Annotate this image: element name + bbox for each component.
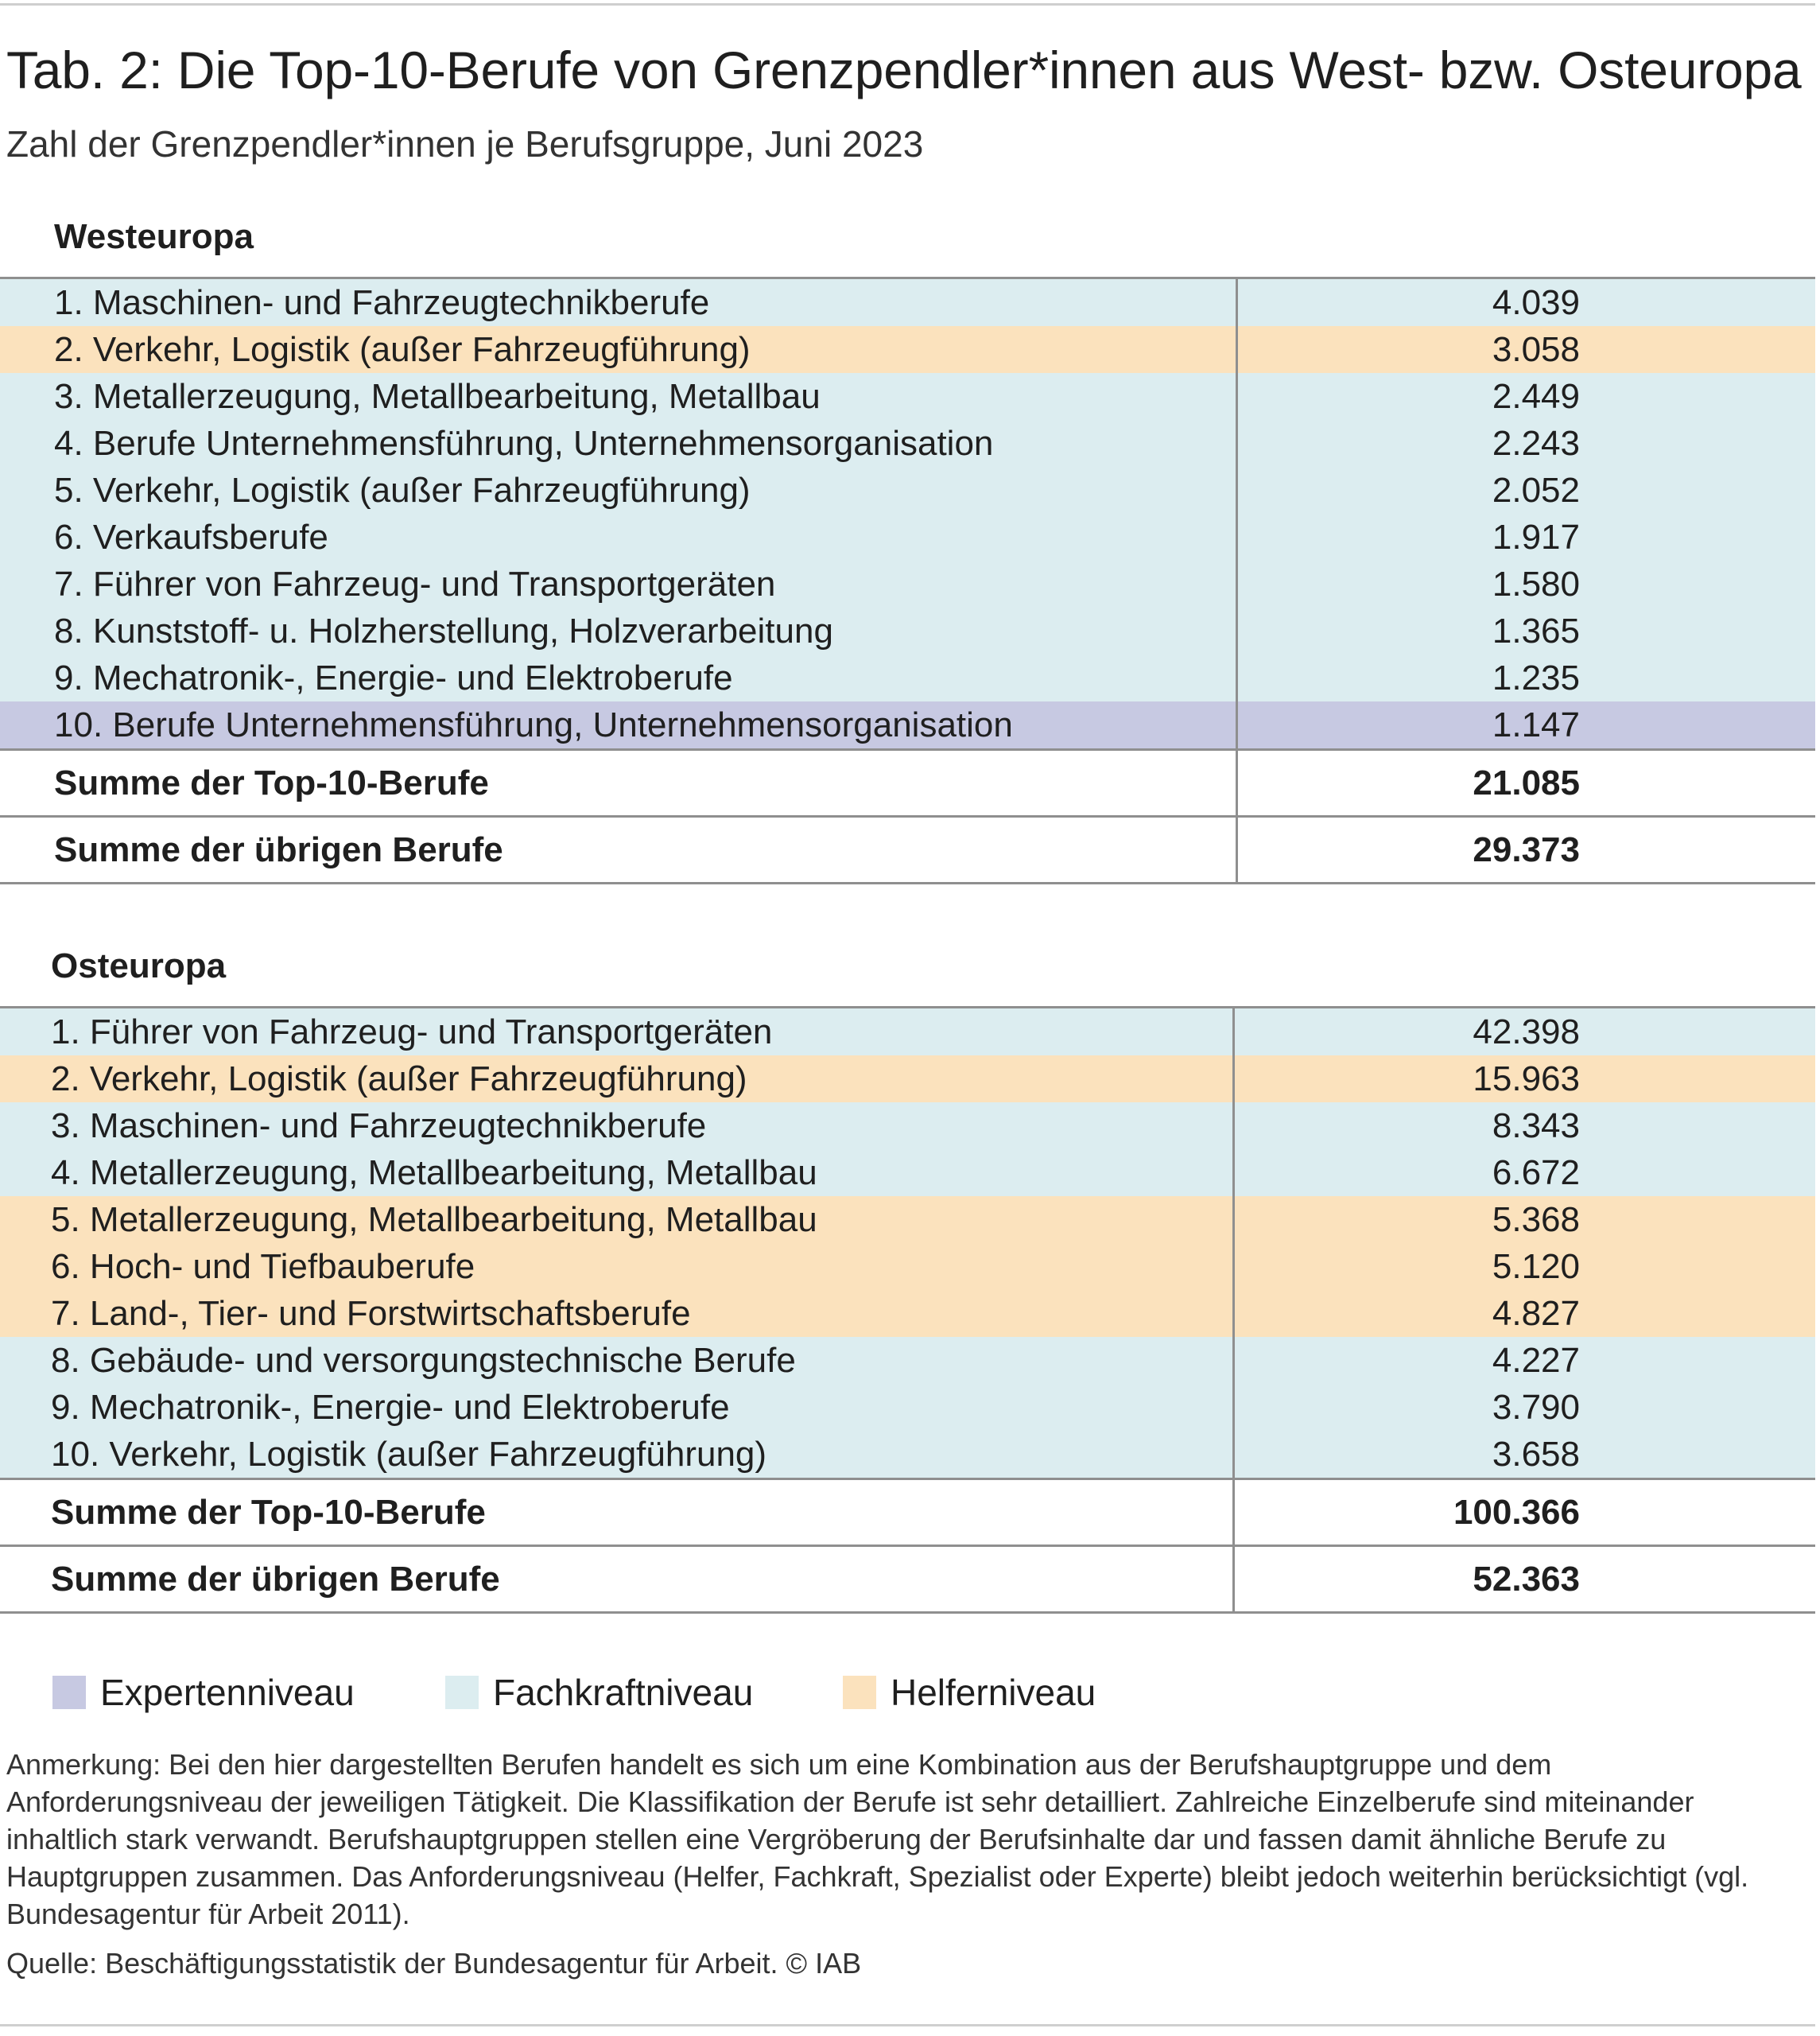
sum-value: 21.085 xyxy=(1237,750,1816,817)
page-subtitle: Zahl der Grenzpendler*innen je Berufsgruppe, Juni 2023 xyxy=(6,123,924,165)
sum-value: 52.363 xyxy=(1234,1546,1816,1613)
legend-swatch-experte xyxy=(52,1676,86,1709)
table-row xyxy=(0,701,1815,750)
table-row xyxy=(0,1337,1815,1384)
legend-label: Fachkraftniveau xyxy=(493,1672,754,1713)
legend-item-fachkraft xyxy=(445,1666,843,1719)
section-heading-osteuropa: Osteuropa xyxy=(51,946,227,985)
occupation-label: 7. Land-, Tier- und Forstwirtschaftsberufe xyxy=(0,1290,1234,1337)
occupation-label: 3. Metallerzeugung, Metallbearbeitung, Metallbau xyxy=(0,373,1237,420)
count-value: 2.052 xyxy=(1492,471,1580,510)
legend-label: Expertenniveau xyxy=(100,1672,355,1713)
occupation-label: 5. Verkehr, Logistik (außer Fahrzeugführung) xyxy=(0,467,1237,514)
legend-swatch-helfer xyxy=(843,1676,876,1709)
occupation-label: 6. Hoch- und Tiefbauberufe xyxy=(0,1243,1234,1290)
sum-row-rest xyxy=(0,1546,1815,1613)
sum-label: Summe der übrigen Berufe xyxy=(0,817,1237,884)
table-row xyxy=(0,1384,1815,1431)
occupation-label: 10. Verkehr, Logistik (außer Fahrzeugführung) xyxy=(0,1431,1234,1479)
bottom-rule xyxy=(0,2024,1815,2026)
table-row xyxy=(0,608,1815,655)
sum-label: Summe der Top-10-Berufe xyxy=(0,750,1237,817)
table-row xyxy=(0,655,1815,701)
table-row xyxy=(0,467,1815,514)
sum-value: 29.373 xyxy=(1237,817,1816,884)
occupation-label: 6. Verkaufsberufe xyxy=(0,514,1237,561)
count-value: 3.058 xyxy=(1492,330,1580,369)
occupation-label: 9. Mechatronik-, Energie- und Elektroberufe xyxy=(0,655,1237,701)
footnote: Anmerkung: Bei den hier dargestellten Berufen handelt es sich um eine Kombination aus der Berufshauptgruppe und dem Anforderungsniveau der jeweiligen Tätigkeit. Die Klassifikation der Berufe ist sehr detailliert. Zahlreiche Einzelberufe sind miteinander inhaltlich stark verwandt. Berufshauptgruppen stellen eine Vergröberung der Berufsinhalte dar und fassen damit ähnliche Berufe zu Hauptgruppen zusammen. Das Anforderungsniveau (Helfer, Fachkraft, Spezialist oder Experte) bleibt jedoch weiterhin berücksichtigt (vgl. Bundesagentur für Arbeit 2011). xyxy=(6,1748,1749,1930)
sum-value: 100.366 xyxy=(1234,1479,1816,1546)
table-row xyxy=(0,1196,1815,1243)
count-value: 4.039 xyxy=(1492,283,1580,322)
occupation-label: 3. Maschinen- und Fahrzeugtechnikberufe xyxy=(0,1102,1234,1149)
table-row xyxy=(0,278,1815,327)
count-value: 1.147 xyxy=(1492,705,1580,744)
table-row xyxy=(0,420,1815,467)
legend xyxy=(52,1666,1096,1719)
occupation-label: 2. Verkehr, Logistik (außer Fahrzeugführung) xyxy=(0,326,1237,373)
count-value: 3.790 xyxy=(1492,1388,1580,1427)
table-row xyxy=(0,1055,1815,1102)
table-row xyxy=(0,1431,1815,1479)
legend-label: Helferniveau xyxy=(891,1672,1096,1713)
count-value: 1.917 xyxy=(1492,518,1580,557)
count-value: 15.963 xyxy=(1473,1059,1580,1098)
table-row xyxy=(0,1149,1815,1196)
legend-item-experte xyxy=(52,1666,445,1719)
table-row xyxy=(0,561,1815,608)
count-value: 5.120 xyxy=(1492,1247,1580,1286)
sum-label: Summe der übrigen Berufe xyxy=(0,1546,1234,1613)
occupation-label: 4. Metallerzeugung, Metallbearbeitung, Metallbau xyxy=(0,1149,1234,1196)
sum-row-rest xyxy=(0,817,1815,884)
count-value: 1.235 xyxy=(1492,659,1580,697)
count-value: 3.658 xyxy=(1492,1435,1580,1474)
occupation-label: 9. Mechatronik-, Energie- und Elektroberufe xyxy=(0,1384,1234,1431)
count-value: 2.449 xyxy=(1492,377,1580,416)
legend-item-helfer xyxy=(843,1666,1096,1719)
count-value: 1.365 xyxy=(1492,612,1580,651)
section-heading-westeuropa: Westeuropa xyxy=(54,217,254,256)
source-line: Quelle: Beschäftigungsstatistik der Bundesagentur für Arbeit. © IAB xyxy=(6,1947,862,1980)
table-row xyxy=(0,326,1815,373)
occupation-label: 1. Maschinen- und Fahrzeugtechnikberufe xyxy=(0,278,1237,327)
page-title: Tab. 2: Die Top-10-Berufe von Grenzpendler*innen aus West- bzw. Osteuropa xyxy=(6,41,1802,99)
table-row xyxy=(0,514,1815,561)
table-westeuropa xyxy=(0,277,1815,884)
count-value: 6.672 xyxy=(1492,1153,1580,1192)
occupation-label: 8. Gebäude- und versorgungstechnische Berufe xyxy=(0,1337,1234,1384)
count-value: 4.827 xyxy=(1492,1294,1580,1333)
table-osteuropa xyxy=(0,1006,1815,1614)
count-value: 4.227 xyxy=(1492,1341,1580,1380)
sum-label: Summe der Top-10-Berufe xyxy=(0,1479,1234,1546)
table-row xyxy=(0,1008,1815,1056)
count-value: 8.343 xyxy=(1492,1106,1580,1145)
occupation-label: 2. Verkehr, Logistik (außer Fahrzeugführung) xyxy=(0,1055,1234,1102)
table-row xyxy=(0,1290,1815,1337)
occupation-label: 1. Führer von Fahrzeug- und Transportgeräten xyxy=(0,1008,1234,1056)
section-westeuropa xyxy=(0,213,1815,884)
sum-row-top10 xyxy=(0,1479,1815,1546)
top-rule xyxy=(0,3,1815,6)
table-row xyxy=(0,373,1815,420)
occupation-label: 10. Berufe Unternehmensführung, Unternehmensorganisation xyxy=(0,701,1237,750)
count-value: 42.398 xyxy=(1473,1012,1580,1051)
occupation-label: 8. Kunststoff- u. Holzherstellung, Holzverarbeitung xyxy=(0,608,1237,655)
occupation-label: 4. Berufe Unternehmensführung, Unternehmensorganisation xyxy=(0,420,1237,467)
table-row xyxy=(0,1102,1815,1149)
occupation-label: 5. Metallerzeugung, Metallbearbeitung, Metallbau xyxy=(0,1196,1234,1243)
legend-swatch-fachkraft xyxy=(445,1676,479,1709)
sum-row-top10 xyxy=(0,750,1815,817)
occupation-label: 7. Führer von Fahrzeug- und Transportgeräten xyxy=(0,561,1237,608)
table-row xyxy=(0,1243,1815,1290)
count-value: 2.243 xyxy=(1492,424,1580,463)
count-value: 5.368 xyxy=(1492,1200,1580,1239)
section-osteuropa xyxy=(0,942,1815,1614)
count-value: 1.580 xyxy=(1492,565,1580,604)
